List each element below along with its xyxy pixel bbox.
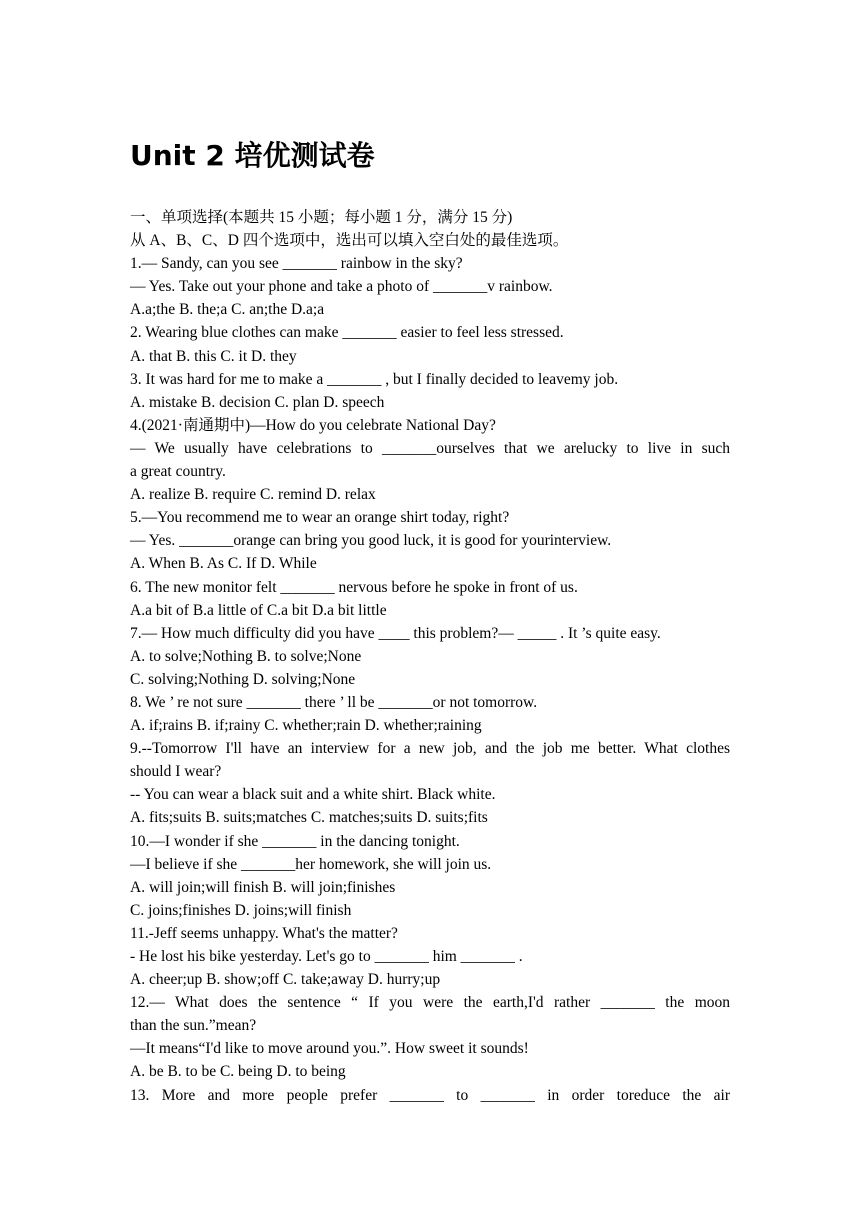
answer-options: C. joins;finishes D. joins;will finish [130, 901, 352, 919]
question-line: a great country. [130, 463, 226, 481]
answer-options: A. to solve;Nothing B. to solve;None [130, 647, 362, 665]
question-line: —It means“I'd like to move around you.”. How sweet it sounds! [130, 1040, 529, 1058]
question-line: 2. Wearing blue clothes can make _______ easier to feel less stressed. [130, 324, 564, 342]
question-line: -- You can wear a black suit and a white shirt. Black white. [130, 786, 496, 804]
question-line: — We usually have celebrations to _______ourselves that we arelucky to live in such [130, 439, 730, 457]
answer-options: A. if;rains B. if;rainy C. whether;rain D. whether;raining [130, 717, 482, 735]
question-line: 6. The new monitor felt _______ nervous before he spoke in front of us. [130, 578, 578, 596]
question-line: 11.-Jeff seems unhappy. What's the matter? [130, 924, 398, 942]
question-line: - He lost his bike yesterday. Let's go to _______ him _______ . [130, 948, 523, 965]
question-line: 4.(2021·南通期中)—How do you celebrate National Day? [130, 416, 496, 434]
answer-options: A. cheer;up B. show;off C. take;away D. hurry;up [130, 971, 441, 989]
answer-options: A. When B. As C. If D. While [130, 555, 317, 573]
question-line: 7.— How much difficulty did you have ____ this problem?— _____ . It ’s quite easy. [130, 624, 661, 642]
question-line: 12.— What does the sentence “ If you were the earth,I'd rather _______ the moon [130, 994, 730, 1012]
question-line: 10.—I wonder if she _______ in the dancing tonight. [130, 832, 460, 850]
document-body [130, 206, 730, 1107]
answer-options: A. fits;suits B. suits;matches C. matches;suits D. suits;fits [130, 809, 488, 827]
question-line: 3. It was hard for me to make a _______ , but I finally decided to leavemy job. [130, 370, 619, 388]
answer-options: A. mistake B. decision C. plan D. speech [130, 393, 385, 411]
section-heading: 一、单项选择(本题共 15 小题；每小题 1 分，满分 15 分) [130, 209, 513, 226]
question-line: 13. More and more people prefer _______ to _______ in order toreduce the air [130, 1086, 730, 1104]
question-line: 8. We ’ re not sure _______ there ’ ll be _______or not tomorrow. [130, 693, 538, 711]
question-line: should I wear? [130, 763, 222, 781]
answer-options: C. solving;Nothing D. solving;None [130, 670, 356, 688]
answer-options: A.a bit of B.a little of C.a bit D.a bit little [130, 601, 387, 619]
answer-options: A. that B. this C. it D. they [130, 347, 297, 365]
section-instruction: 从 A、B、C、D 四个选项中，选出可以填入空白处的最佳选项。 [130, 232, 569, 250]
answer-options: A.a;the B. the;a C. an;the D.a;a [130, 301, 325, 319]
question-line: 1.— Sandy, can you see _______ rainbow in the sky? [130, 255, 463, 273]
question-line: than the sun.”mean? [130, 1017, 257, 1035]
answer-options: A. realize B. require C. remind D. relax [130, 486, 376, 504]
question-line: — Yes. _______orange can bring you good luck, it is good for yourinterview. [130, 532, 612, 550]
question-line: 5.—You recommend me to wear an orange shirt today, right? [130, 509, 510, 527]
question-line: 9.--Tomorrow I'll have an interview for a new job, and the job me better. What clothes [130, 740, 730, 758]
question-line: —I believe if she _______her homework, she will join us. [130, 855, 492, 873]
answer-options: A. be B. to be C. being D. to being [130, 1063, 346, 1081]
page-title: Unit 2 培优测试卷 [130, 139, 375, 172]
question-line: — Yes. Take out your phone and take a photo of _______v rainbow. [130, 278, 553, 296]
answer-options: A. will join;will finish B. will join;finishes [130, 878, 396, 896]
